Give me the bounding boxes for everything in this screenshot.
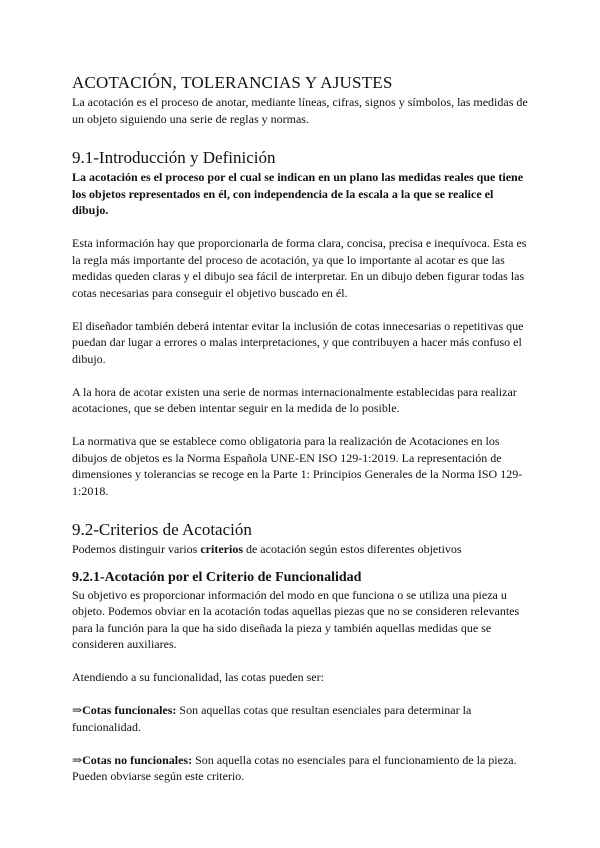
list-item-functional	[72, 702, 532, 735]
paragraph: La normativa que se establece como obligatoria para la realización de Acotaciones en los dibujos de objetos es la Norma Española UNE-EN ISO 129-1:2019. La representación de dimensiones y tolerancias se recoge en la Parte 1: Principios Generales de la Norma ISO 129-1:2018.	[72, 434, 523, 498]
item-label: Cotas no funcionales:	[82, 752, 193, 767]
criteria-bold: criterios	[200, 542, 243, 556]
section-heading-9-2: 9.2-Criterios de Acotación	[72, 520, 252, 539]
paragraph: Atendiendo a su funcionalidad, las cotas pueden ser:	[72, 670, 324, 684]
document-title: ACOTACIÓN, TOLERANCIAS Y AJUSTES	[72, 73, 393, 92]
paragraph: Su objetivo es proporcionar información del modo en que funciona o se utiliza una pieza u objeto. Podemos obviar en la acotación todas aquellas piezas que no se consideren relevantes para la función para la que ha sido diseñada la pieza y también aquellas medidas que se consideren auxiliares.	[72, 587, 520, 651]
intro-paragraph: La acotación es el proceso de anotar, mediante líneas, cifras, signos y símbolos, las medidas de un objeto siguiendo una serie de reglas y normas.	[72, 95, 528, 126]
list-item-non-functional	[72, 752, 532, 785]
text: Podemos distinguir varios	[72, 542, 201, 556]
paragraph: El diseñador también deberá intentar evitar la inclusión de cotas innecesarias o repetitivas que puedan dar lugar a errores o malas interpretaciones, y que contribuyen a hacer más confuso el dibujo.	[72, 318, 524, 366]
arrow-icon: ⇒	[72, 703, 83, 717]
criteria-intro	[72, 541, 532, 558]
section-heading-9-1: 9.1-Introducción y Definición	[72, 148, 276, 167]
document-page	[72, 72, 532, 785]
item-label: Cotas funcionales:	[82, 703, 177, 717]
text: de acotación según estos diferentes objetivos	[242, 542, 462, 556]
item-text: Son aquellas cotas que resultan esenciales para determinar la funcionalidad.	[72, 703, 472, 734]
paragraph: Esta información hay que proporcionarla de forma clara, concisa, precisa e inequívoca. Esta es la regla más importante del proceso de acotación, ya que lo importante al acotar es que las medidas queden claras y el dibujo sea fácil de interpretar. En un dibujo deben figurar todas las cotas necesarias para conseguir el objetivo buscado en él.	[72, 236, 527, 300]
arrow-icon: ⇒	[72, 752, 83, 767]
definition-paragraph: La acotación es el proceso por el cual se indican en un plano las medidas reales que tiene los objetos representados en él, con independencia de la escala a la que se realice el dibujo.	[72, 170, 524, 217]
subsection-heading-9-2-1: 9.2.1-Acotación por el Criterio de Funcionalidad	[72, 569, 362, 585]
item-text: Son aquella cotas no esenciales para el funcionamiento de la pieza. Pueden obviarse según este criterio.	[72, 752, 517, 783]
paragraph: A la hora de acotar existen una serie de normas internacionalmente establecidas para realizar acotaciones, que se deben intentar seguir en la medida de lo posible.	[72, 384, 517, 415]
